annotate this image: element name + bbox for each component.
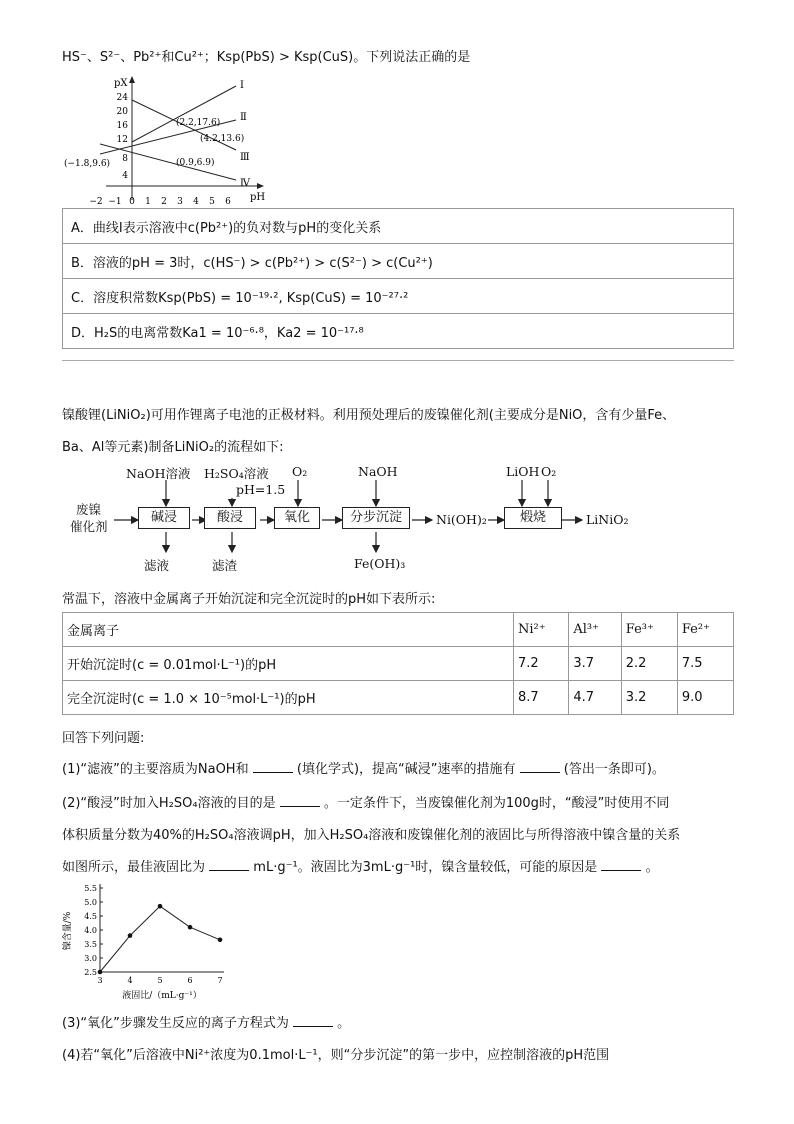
curve-label-I: Ⅰ xyxy=(240,80,244,91)
x-tick: −2 xyxy=(89,197,103,207)
point-label: (0.9,6.9) xyxy=(176,158,215,168)
x-tick: 3 xyxy=(177,197,183,207)
x-tick: 1 xyxy=(145,197,151,207)
input-naoh-solution: NaOH溶液 xyxy=(126,466,191,481)
point-label: (−1.8,9.6) xyxy=(64,159,111,169)
chart-x-tick: 5 xyxy=(157,976,163,985)
flow-source-2: 催化剂 xyxy=(70,519,108,534)
x-tick: 0 xyxy=(129,197,135,207)
chart-data-point xyxy=(218,938,223,943)
sub-question-2-line3: 如图所示，最佳液固比为 mL·g⁻¹。液固比为3mL·g⁻¹时，镍含量较低，可能的原因是 。 xyxy=(62,860,659,875)
output-residue: 滤渣 xyxy=(212,558,238,573)
q1-stem: HS⁻、S²⁻、Pb²⁺和Cu²⁺；Ksp(PbS) > Ksp(CuS)。下列说法正确的是 xyxy=(62,50,471,65)
chart-x-tick: 6 xyxy=(187,976,193,985)
chart-data-point xyxy=(188,925,193,930)
chart-y-tick: 4.5 xyxy=(84,912,97,921)
input-naoh: NaOH xyxy=(358,464,398,479)
x-tick: −1 xyxy=(108,197,122,207)
step-oxidize: 氧化 xyxy=(274,507,320,529)
chart-y-tick: 2.5 xyxy=(84,968,97,977)
chart-series-line xyxy=(100,906,220,972)
chart-data-point xyxy=(98,970,103,975)
chart-y-tick: 3.0 xyxy=(84,954,97,963)
x-tick: 5 xyxy=(209,197,215,207)
x-tick: 6 xyxy=(225,197,231,207)
input-o2: O₂ xyxy=(292,464,308,479)
chart-x-tick: 4 xyxy=(127,976,133,985)
table-cell: 7.2 xyxy=(514,647,569,681)
x-tick: 2 xyxy=(161,197,167,207)
y-axis-label: pX xyxy=(114,78,128,89)
x-tick: 4 xyxy=(193,197,199,207)
table-cell: 4.7 xyxy=(569,681,621,715)
pX-pH-graph xyxy=(60,72,270,212)
curve-label-II: Ⅱ xyxy=(240,112,247,123)
input-o2-2: O₂ xyxy=(541,464,557,479)
y-tick: 20 xyxy=(116,107,128,117)
table-header-row xyxy=(63,613,734,647)
y-tick: 24 xyxy=(116,93,128,103)
sub-question-4: (4)若“氧化”后溶液中Ni²⁺浓度为0.1mol·L⁻¹，则“分步沉淀”的第一步中，应控制溶液的pH范围 xyxy=(62,1048,610,1063)
sub-question-2-line1: (2)“酸浸”时加入H₂SO₄溶液的目的是 。一定条件下，当废镍催化剂为100g时，“酸浸”时使用不同 xyxy=(62,796,670,811)
answer-intro: 回答下列问题: xyxy=(62,731,145,746)
table-intro: 常温下，溶液中金属离子开始沉淀和完全沉淀时的pH如下表所示: xyxy=(62,592,436,607)
table-header: Ni²⁺ xyxy=(514,613,569,647)
table-cell: 3.2 xyxy=(621,681,677,715)
chart-y-tick: 4.0 xyxy=(84,926,97,935)
step-calcine: 煅烧 xyxy=(504,507,562,529)
q1-options xyxy=(62,208,734,349)
output-fe-oh3: Fe(OH)₃ xyxy=(354,556,406,571)
table-cell: 完全沉淀时(c = 1.0 × 10⁻⁵mol·L⁻¹)的pH xyxy=(63,681,514,715)
curve-IV xyxy=(100,144,236,180)
q2-intro-line1: 镍酸锂(LiNiO₂)可用作锂离子电池的正极材料。利用预处理后的废镍催化剂(主要成分是NiO，含有少量Fe、 xyxy=(62,408,676,423)
table-header: 金属离子 xyxy=(63,613,514,647)
ph-note: pH=1.5 xyxy=(236,482,286,497)
y-tick: 4 xyxy=(122,171,128,181)
table-cell: 2.2 xyxy=(621,647,677,681)
option-c[interactable]: C．溶度积常数Ksp(PbS) = 10⁻¹⁹·², Ksp(CuS) = 10⁻²⁷·² xyxy=(63,279,734,314)
chart-y-tick: 5.0 xyxy=(84,898,97,907)
answer-blank[interactable] xyxy=(520,760,560,773)
step-acid-leach: 酸浸 xyxy=(204,507,256,529)
chart-data-point xyxy=(158,904,163,909)
sub-question-2-line2: 体积质量分数为40%的H₂SO₄溶液调pH，加入H₂SO₄溶液和废镍催化剂的液固比与所得溶液中镍含量的关系 xyxy=(62,828,681,843)
chart-y-label: 镍含量/% xyxy=(63,911,73,951)
flow-source: 废镍 xyxy=(76,502,102,517)
x-axis-label: pH xyxy=(250,192,266,203)
chart-data-point xyxy=(128,933,133,938)
output-filtrate: 滤液 xyxy=(144,558,170,573)
table-cell: 8.7 xyxy=(514,681,569,715)
chart-y-tick: 3.5 xyxy=(84,940,97,949)
answer-blank[interactable] xyxy=(209,858,249,871)
table-cell: 3.7 xyxy=(569,647,621,681)
y-tick: 8 xyxy=(122,154,128,164)
table-cell: 9.0 xyxy=(677,681,733,715)
table-cell: 7.5 xyxy=(677,647,733,681)
input-h2so4-solution: H₂SO₄溶液 xyxy=(204,466,269,481)
table-row xyxy=(63,647,734,681)
sub-question-1: (1)“滤液”的主要溶质为NaOH和 (填化学式)，提高“碱浸”速率的措施有 (答出一条即可)。 xyxy=(62,762,665,777)
curve-label-III: Ⅲ xyxy=(240,152,250,163)
table-cell: 开始沉淀时(c = 0.01mol·L⁻¹)的pH xyxy=(63,647,514,681)
q2-intro-line2: Ba、Al等元素)制备LiNiO₂的流程如下: xyxy=(62,440,284,455)
chart-y-tick: 5.5 xyxy=(84,884,97,893)
y-tick: 12 xyxy=(116,135,128,145)
table-header: Al³⁺ xyxy=(569,613,621,647)
product-linio2: LiNiO₂ xyxy=(586,512,629,527)
answer-blank[interactable] xyxy=(601,858,641,871)
table-row xyxy=(63,681,734,715)
option-b[interactable]: B．溶液的pH = 3时，c(HS⁻) > c(Pb²⁺) > c(S²⁻) > c(Cu²⁺) xyxy=(63,244,734,279)
nickel-content-chart xyxy=(60,876,240,1006)
divider xyxy=(62,360,734,361)
answer-blank[interactable] xyxy=(280,794,320,807)
option-d[interactable]: D．H₂S的电离常数Ka1 = 10⁻⁶·⁸，Ka2 = 10⁻¹⁷·⁸ xyxy=(63,314,734,349)
table-header: Fe²⁺ xyxy=(677,613,733,647)
chart-x-tick: 3 xyxy=(97,976,103,985)
answer-blank[interactable] xyxy=(293,1014,333,1027)
y-tick: 16 xyxy=(116,121,128,131)
chart-x-label: 液固比/（mL·g⁻¹） xyxy=(122,991,202,1001)
intermediate-ni-oh2: Ni(OH)₂ xyxy=(436,512,487,527)
table-header: Fe³⁺ xyxy=(621,613,677,647)
sub-question-3: (3)“氧化”步骤发生反应的离子方程式为 。 xyxy=(62,1016,351,1031)
point-label: (4.2,13.6) xyxy=(200,134,245,144)
step-fractional-precipitation: 分步沉淀 xyxy=(342,507,410,529)
ph-table xyxy=(62,612,734,715)
chart-x-tick: 7 xyxy=(217,976,223,985)
step-alkali-leach: 碱浸 xyxy=(138,507,190,529)
point-label: (2.2,17.6) xyxy=(176,118,221,128)
option-a[interactable]: A．曲线Ⅰ表示溶液中c(Pb²⁺)的负对数与pH的变化关系 xyxy=(63,209,734,244)
answer-blank[interactable] xyxy=(253,760,293,773)
curve-label-IV: Ⅳ xyxy=(240,178,250,189)
input-lioh: LiOH xyxy=(506,464,540,479)
